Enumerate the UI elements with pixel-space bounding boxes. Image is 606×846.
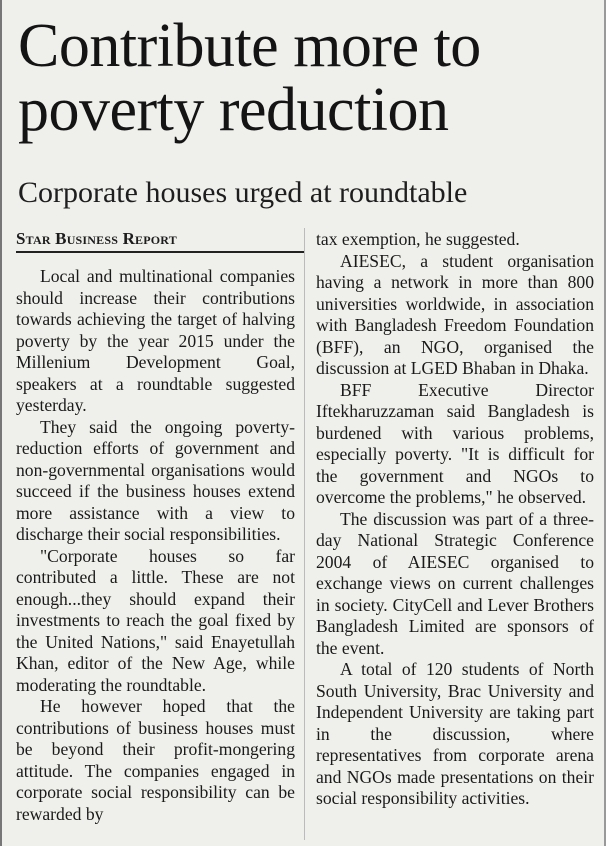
paragraph: BFF Executive Director Iftekharuzzaman said Bangladesh is burdened with various problems, especially poverty. "It is difficult for the government and NGOs to overcome the problems," he observed.	[316, 379, 594, 507]
paragraph: "Corporate houses so far contributed a little. These are not enough...they should expand their investments to reach the goal fixed by the United Nations," said Enayetullah Khan, editor of the New Age, while moderating the roundtable.	[16, 545, 295, 695]
paragraph: The discussion was part of a three-day National Strategic Conference 2004 of AIESEC organised to exchange views on current challenges in society. CityCell and Lever Brothers Bangladesh Limited are sponsors of the event.	[316, 508, 594, 658]
column-divider	[304, 228, 305, 840]
right-column	[316, 229, 594, 810]
paragraph: AIESEC, a student organisation having a network in more than 800 universities worldwide, in association with Bangladesh Freedom Foundation (BFF), an NGO, organised the discussion at LGED Bhaban in Dhaka.	[316, 250, 594, 378]
left-column	[16, 266, 295, 825]
byline: Star Business Report	[16, 229, 304, 253]
paragraph-continuation: tax exemption, he suggested.	[316, 229, 520, 249]
paragraph: Local and multinational companies should increase their contributions towards achieving the target of halving poverty by the year 2015 under the Millenium Development Goal, speakers at a roundtable suggested yesterday.	[16, 266, 295, 415]
paragraph: A total of 120 students of North South University, Brac University and Independent University are taking part in the discussion, where representatives from corporate arena and NGOs made presentations on their social responsibility activities.	[316, 659, 594, 808]
headline: Contribute more to poverty reduction	[18, 12, 481, 144]
subheadline: Corporate houses urged at roundtable	[18, 176, 468, 209]
paragraph: He however hoped that the contributions of business houses must be beyond their profit-mongering attitude. The companies engaged in corporate social responsibility can be rewarded by	[16, 696, 295, 824]
paragraph: They said the ongoing poverty-reduction efforts of government and non-governmental organisations would succeed if the business houses extend more assistance with a view to discharge their social responsibilities.	[16, 416, 295, 544]
